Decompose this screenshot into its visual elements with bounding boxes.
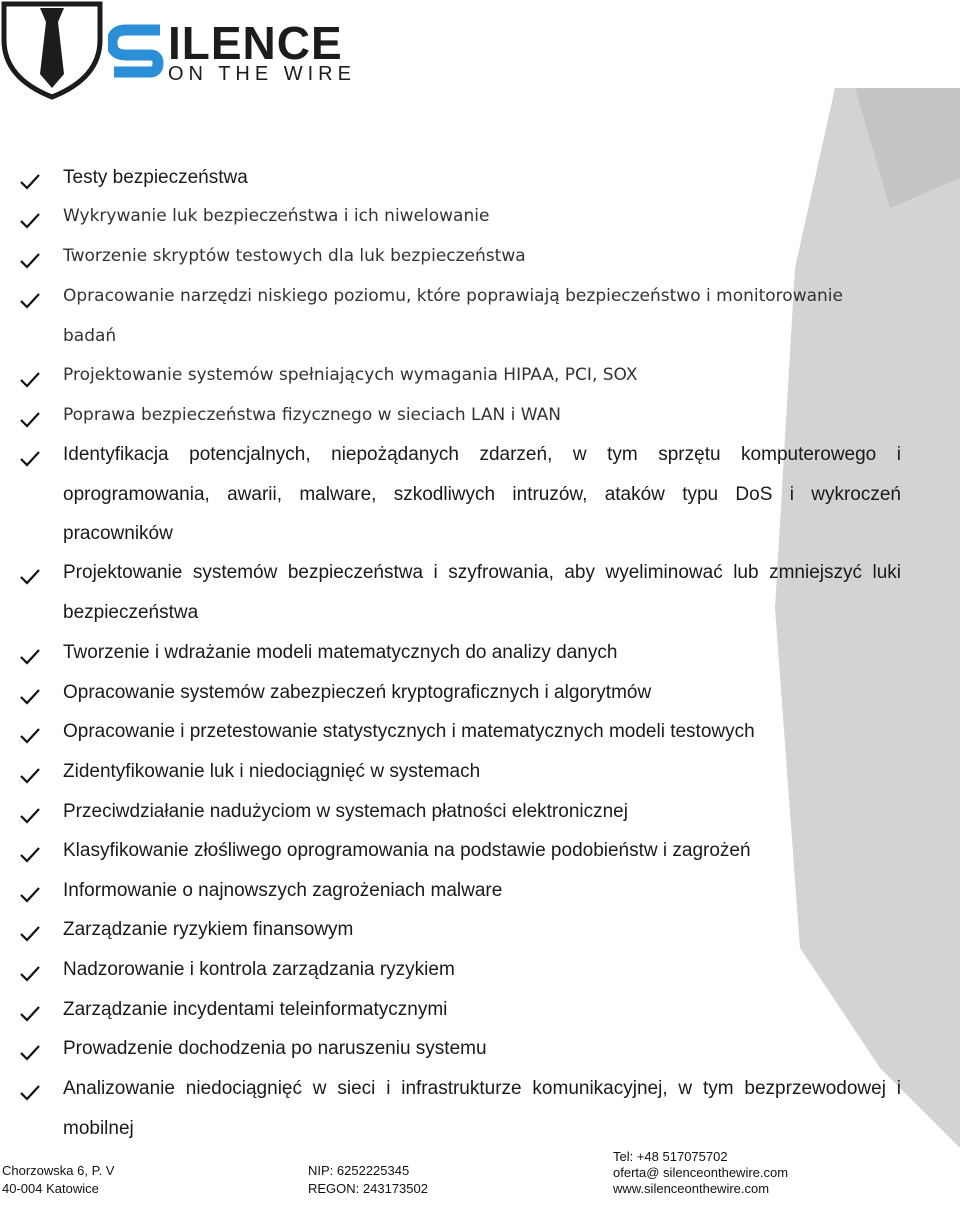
list-item-text: Przeciwdziałanie nadużyciom w systemach płatności elektronicznej [63, 801, 628, 822]
footer-regon: REGON: 243173502 [308, 1181, 428, 1196]
list-item-text: Zarządzanie incydentami teleinformatycznymi [63, 999, 448, 1020]
list-item-text: Tworzenie i wdrażanie modeli matematycznych do analizy danych [63, 642, 618, 663]
checkmark-icon [20, 966, 40, 982]
checkmark-icon [20, 451, 40, 467]
header-logo [0, 0, 420, 105]
list-item [20, 563, 920, 642]
list-item-text: Projektowanie systemów bezpieczeństwa i szyfrowania, aby wyeliminować lub zmniejszyć luki bezpieczeństwa [63, 562, 901, 623]
checkmark-icon [20, 649, 40, 665]
checkmark-icon [20, 1045, 40, 1061]
list-item-text: Zarządzanie ryzykiem finansowym [63, 919, 354, 940]
checkmark-icon [20, 412, 40, 428]
checkmark-icon [20, 689, 40, 705]
list-item-text: Tworzenie skryptów testowych dla luk bezpieczeństwa [63, 246, 526, 266]
brand-name: ILENCE [168, 17, 343, 69]
checkmark-icon [20, 293, 40, 309]
list-item-text: Nadzorowanie i kontrola zarządzania ryzykiem [63, 959, 455, 980]
list-item-text: Zidentyfikowanie luk i niedociągnięć w systemach [63, 761, 481, 782]
list-item-text: Informowanie o najnowszych zagrożeniach malware [63, 880, 503, 901]
footer [0, 1147, 960, 1207]
checkmark-icon [20, 847, 40, 863]
list-item-text: Opracowanie narzędzi niskiego poziomu, które poprawiają bezpieczeństwo i monitorowanie badań [63, 286, 843, 346]
list-item [20, 287, 920, 366]
list-item [20, 445, 920, 564]
checkmark-icon [20, 887, 40, 903]
checkmark-icon [20, 253, 40, 269]
list-item-text: Wykrywanie luk bezpieczeństwa i ich niwelowanie [63, 206, 490, 226]
brand-tagline: ON THE WIRE [168, 63, 356, 85]
list-item-text: Opracowanie i przetestowanie statystycznych i matematycznych modeli testowych [63, 721, 755, 742]
footer-address-line2: 40-004 Katowice [2, 1181, 99, 1196]
list-item-text: Poprawa bezpieczeństwa fizycznego w sieciach LAN i WAN [63, 405, 561, 425]
list-item-text: Prowadzenie dochodzenia po naruszeniu systemu [63, 1038, 487, 1059]
checkmark-icon [20, 768, 40, 784]
checkmark-icon [20, 926, 40, 942]
footer-web[interactable]: www.silenceonthewire.com [613, 1181, 770, 1196]
checkmark-icon [20, 728, 40, 744]
checkmark-icon [20, 1085, 40, 1101]
list-item-text: Opracowanie systemów zabezpieczeń kryptograficznych i algorytmów [63, 682, 652, 703]
shield-tie-logo-icon [0, 0, 104, 100]
brand-s-icon [108, 22, 168, 82]
list-item-text: Klasyfikowanie złośliwego oprogramowania na podstawie podobieństw i zagrożeń [63, 840, 751, 861]
checkmark-icon [20, 569, 40, 585]
footer-address-line1: Chorzowska 6, P. V [2, 1163, 115, 1178]
checkmark-icon [20, 372, 40, 388]
list-item-text: Testy bezpieczeństwa [63, 167, 248, 188]
checkmark-icon [20, 1006, 40, 1022]
checkmark-icon [20, 808, 40, 824]
checkmark-icon [20, 213, 40, 229]
list-item-text: Analizowanie niedociągnięć w sieci i infrastrukturze komunikacyjnej, w tym bezprzewodowej i mobilnej [63, 1078, 901, 1139]
footer-email[interactable]: oferta@ silenceonthewire.com [613, 1165, 789, 1180]
footer-tel: Tel: +48 517075702 [613, 1149, 728, 1164]
footer-nip: NIP: 6252225345 [308, 1163, 410, 1178]
list-item-text: Projektowanie systemów spełniających wymagania HIPAA, PCI, SOX [63, 365, 638, 385]
checkmark-icon [20, 174, 40, 190]
list-item-text: Identyfikacja potencjalnych, niepożądanych zdarzeń, w tym sprzętu komputerowego i oprogramowania, awarii, malware, szkodliwych intruzów, ataków typu DoS i wykroczeń pracowników [63, 444, 901, 545]
